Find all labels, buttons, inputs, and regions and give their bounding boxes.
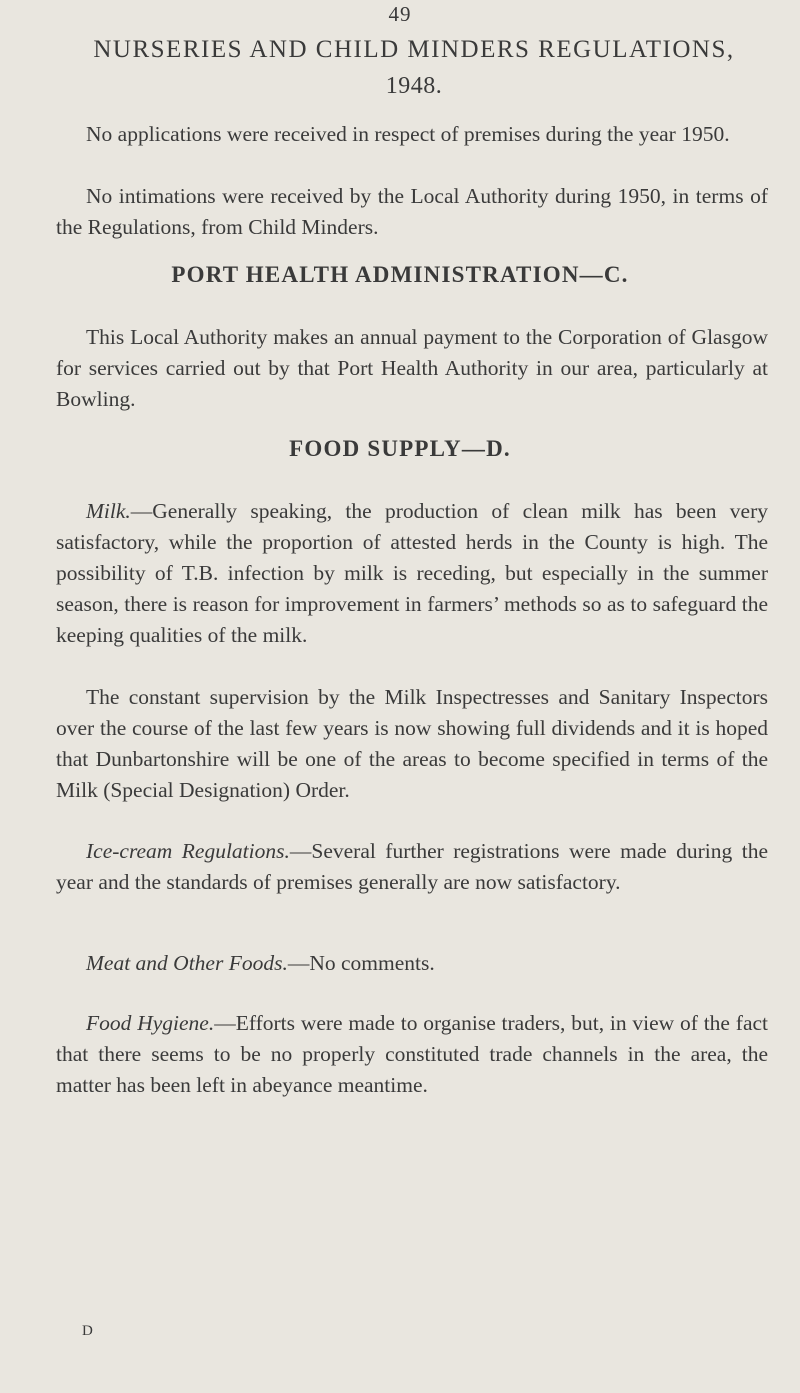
section-title-main: NURSERIES AND CHILD MINDERS REGULATIONS,	[93, 36, 735, 63]
food-hygiene-text: —Efforts were made to organise traders, but, in view of the fact that there seems to be no properly constituted trade channels in the area, the matter has been left in abeyance meantime.	[56, 1011, 768, 1097]
food-supply-heading: FOOD SUPPLY—D.	[289, 436, 511, 461]
ice-cream-text: —Several further registrations were made during the year and the standards of premises generally are now satisfactory.	[56, 839, 768, 894]
nurseries-paragraph-1: No applications were received in respect of premises during the year 1950.	[86, 122, 730, 146]
milk-lead: Milk.	[86, 499, 131, 523]
meat-lead: Meat and Other Foods.	[86, 951, 288, 975]
meat-text: —No comments.	[287, 951, 435, 975]
section-title	[54, 32, 774, 104]
milk-supervision-paragraph: The constant supervision by the Milk Inspectresses and Sanitary Inspectors over the course of the last few years is now showing full dividends and it is hoped that Dunbartonshire will be one of the areas to become specified in terms of the Milk (Special Designation) Order.	[56, 685, 768, 802]
milk-paragraph	[56, 496, 768, 651]
port-health-heading: PORT HEALTH ADMINISTRATION—C.	[171, 262, 629, 287]
food-hygiene-lead: Food Hygiene.	[86, 1011, 215, 1035]
milk-text: —Generally speaking, the production of clean milk has been very satisfactory, while the proportion of attested herds in the County is high. The possibility of T.B. infection by milk is receding, but especially in the summer season, there is reason for improvement in farmers’ methods so as to safeguard the keeping qualities of the milk.	[56, 499, 768, 647]
port-health-paragraph: This Local Authority makes an annual payment to the Corporation of Glasgow for services carried out by that Port Health Authority in our area, particularly at Bowling.	[56, 325, 768, 411]
section-title-year: 1948.	[385, 73, 443, 99]
nurseries-paragraph-2: No intimations were received by the Local Authority during 1950, in terms of the Regulations, from Child Minders.	[56, 184, 768, 239]
page-number: 49	[388, 2, 412, 26]
signature-mark: D	[82, 1323, 93, 1339]
ice-cream-paragraph	[56, 836, 768, 898]
ice-cream-lead: Ice-cream Regulations.	[86, 839, 290, 863]
food-hygiene-paragraph	[56, 1008, 768, 1101]
meat-paragraph	[56, 948, 768, 979]
